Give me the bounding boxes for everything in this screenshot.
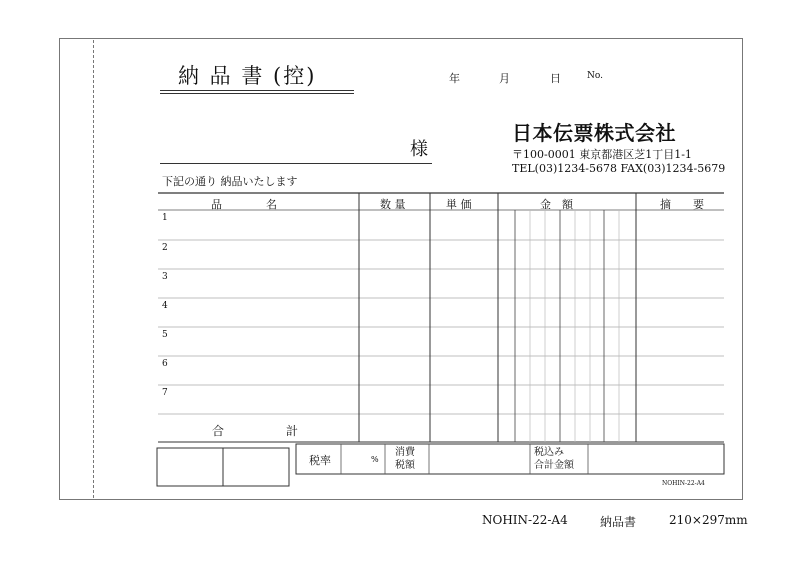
caption-paper-size: 210×297mm [669, 513, 748, 527]
header-quantity: 数 量 [380, 198, 406, 211]
consumption-tax-label-line2: 税額 [395, 460, 415, 471]
row-number: 5 [162, 330, 168, 340]
header-item-name: 品 名 [211, 198, 277, 211]
total-incl-tax-label-line1: 税込み [534, 447, 564, 458]
form-code-small: NOHIN-22-A4 [662, 480, 705, 487]
document-title: 納 品 書 (控) [178, 64, 317, 88]
delivery-notice: 下記の通り 納品いたします [162, 175, 298, 188]
header-amount: 金 額 [540, 198, 573, 211]
total-label-second: 計 [286, 424, 299, 438]
honorific: 様 [410, 139, 428, 160]
total-label-first: 合 [212, 424, 225, 438]
number-label: No. [587, 71, 603, 81]
row-number: 4 [162, 301, 168, 311]
row-number: 7 [162, 388, 168, 398]
consumption-tax-label-line1: 消費 [395, 447, 415, 458]
tax-rate-label: 税率 [309, 454, 331, 467]
percent-sign: % [371, 455, 379, 464]
month-label: 月 [499, 72, 510, 85]
total-incl-tax-label-line2: 合計金額 [534, 460, 574, 471]
header-unit-price: 単 価 [446, 198, 472, 211]
company-phone: TEL(03)1234-5678 FAX(03)1234-5679 [512, 162, 726, 175]
caption-product-code: NOHIN-22-A4 [482, 513, 568, 527]
year-label: 年 [449, 72, 460, 85]
row-number: 3 [162, 272, 168, 282]
company-address: 〒100-0001 東京都港区芝1丁目1-1 [512, 148, 692, 161]
caption-product-name: 納品書 [600, 515, 637, 529]
row-number: 6 [162, 359, 168, 369]
company-name: 日本伝票株式会社 [512, 121, 676, 145]
row-number: 2 [162, 243, 168, 253]
header-remarks: 摘 要 [660, 198, 704, 211]
row-number: 1 [162, 213, 168, 223]
day-label: 日 [550, 72, 561, 85]
